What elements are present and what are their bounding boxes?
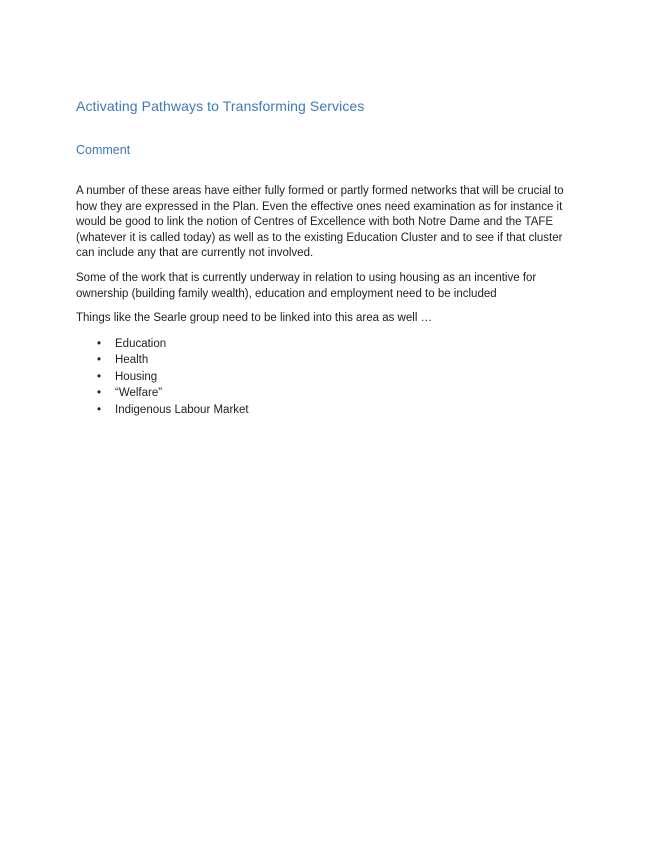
document-content xyxy=(0,0,652,418)
paragraph-searle-group: Things like the Searle group need to be linked into this area as well … xyxy=(76,312,433,325)
list-item-health xyxy=(76,352,578,369)
list-item-welfare xyxy=(76,385,578,402)
document-title: Activating Pathways to Transforming Services xyxy=(76,98,365,114)
bullet-icon: • xyxy=(97,370,102,383)
bullet-icon: • xyxy=(97,337,102,350)
bullet-icon: • xyxy=(97,403,102,416)
bullet-list xyxy=(76,336,578,419)
list-item-label: Health xyxy=(115,354,149,367)
section-heading-comment: Comment xyxy=(76,143,131,157)
paragraph-housing-incentive: Some of the work that is currently underway in relation to using housing as an incentive for ownership (building family wealth), education and employment need to be included xyxy=(76,271,537,300)
bullet-icon: • xyxy=(97,354,102,367)
paragraph-networks: A number of these areas have either fully formed or partly formed networks that will be crucial to how they are expressed in the Plan. Even the effective ones need examination as for instance it would be good to link the notion of Centres of Excellence with both Notre Dame and the TAFE (whatever it is called today) as well as to the existing Education Cluster and to see if that cluster can include any that are currently not involved. xyxy=(76,185,564,260)
list-item-label: Education xyxy=(115,337,167,350)
list-item-education xyxy=(76,336,578,353)
list-item-label: Indigenous Labour Market xyxy=(115,403,249,416)
list-item-indigenous-labour-market xyxy=(76,402,578,419)
list-item-housing xyxy=(76,369,578,386)
bullet-icon: • xyxy=(97,387,102,400)
list-item-label: Housing xyxy=(115,370,158,383)
list-item-label: “Welfare” xyxy=(115,387,163,400)
